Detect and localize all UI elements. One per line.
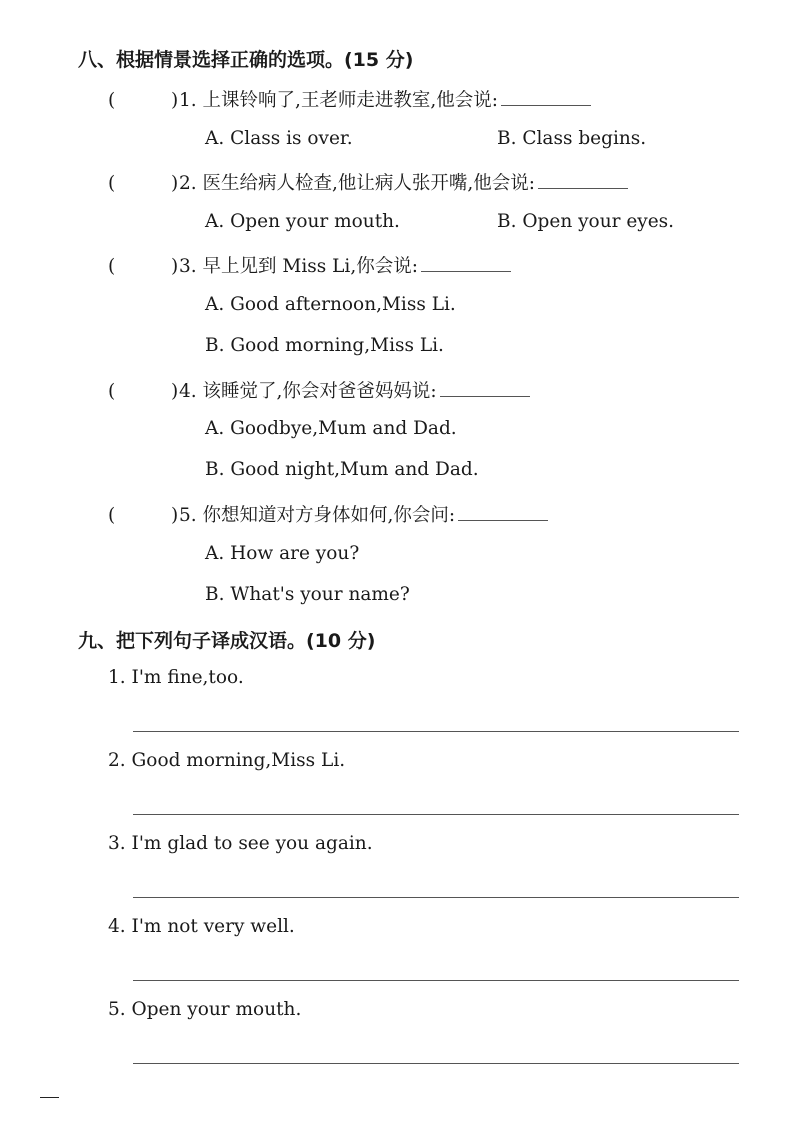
question-1	[108, 86, 591, 114]
answer-blank[interactable]	[501, 104, 591, 106]
answer-blank[interactable]	[458, 519, 548, 521]
question-text: 3. 早上见到 Miss Li,你会说:	[179, 256, 418, 277]
option-a: A. Class is over.	[205, 128, 353, 149]
option-b: B. Open your eyes.	[497, 211, 675, 232]
option-a: A. Good afternoon,Miss Li.	[205, 294, 456, 315]
question-text: 1. 上课铃响了,王老师走进教室,他会说:	[179, 90, 499, 111]
translation-sentence-4: 4. I'm not very well.	[108, 916, 295, 937]
translation-sentence-3: 3. I'm glad to see you again.	[108, 833, 373, 854]
answer-blank[interactable]	[538, 187, 628, 189]
section-9-title: 九、把下列句子译成汉语。(10 分)	[78, 630, 376, 652]
answer-paren-open[interactable]: (	[108, 90, 116, 111]
translation-sentence-5: 5. Open your mouth.	[108, 999, 302, 1020]
option-a: A. Goodbye,Mum and Dad.	[205, 418, 457, 439]
answer-line-5[interactable]	[133, 1063, 739, 1064]
section-8-title: 八、根据情景选择正确的选项。(15 分)	[78, 49, 414, 71]
option-b: B. What's your name?	[205, 584, 410, 605]
answer-blank[interactable]	[421, 270, 511, 272]
question-4	[108, 377, 530, 405]
question-text: 4. 该睡觉了,你会对爸爸妈妈说:	[179, 381, 437, 402]
option-b: B. Class begins.	[497, 128, 647, 149]
option-a: A. How are you?	[205, 543, 360, 564]
page-edge-mark	[40, 1097, 59, 1098]
option-b: B. Good night,Mum and Dad.	[205, 459, 479, 480]
question-5	[108, 501, 548, 529]
translation-sentence-2: 2. Good morning,Miss Li.	[108, 750, 346, 771]
question-2	[108, 169, 628, 197]
answer-paren-close: )	[171, 90, 179, 111]
answer-paren-open[interactable]: (	[108, 256, 116, 277]
answer-paren-open[interactable]: (	[108, 381, 116, 402]
answer-line-2[interactable]	[133, 814, 739, 815]
answer-blank[interactable]	[440, 395, 530, 397]
option-b: B. Good morning,Miss Li.	[205, 335, 444, 356]
answer-paren-close: )	[171, 173, 179, 194]
answer-paren-close: )	[171, 256, 179, 277]
answer-line-4[interactable]	[133, 980, 739, 981]
answer-paren-open[interactable]: (	[108, 505, 116, 526]
answer-line-3[interactable]	[133, 897, 739, 898]
answer-line-1[interactable]	[133, 731, 739, 732]
translation-sentence-1: 1. I'm fine,too.	[108, 667, 244, 688]
answer-paren-close: )	[171, 505, 179, 526]
question-3	[108, 252, 511, 280]
question-text: 2. 医生给病人检查,他让病人张开嘴,他会说:	[179, 173, 536, 194]
answer-paren-close: )	[171, 381, 179, 402]
option-a: A. Open your mouth.	[205, 211, 400, 232]
question-text: 5. 你想知道对方身体如何,你会问:	[179, 505, 456, 526]
answer-paren-open[interactable]: (	[108, 173, 116, 194]
